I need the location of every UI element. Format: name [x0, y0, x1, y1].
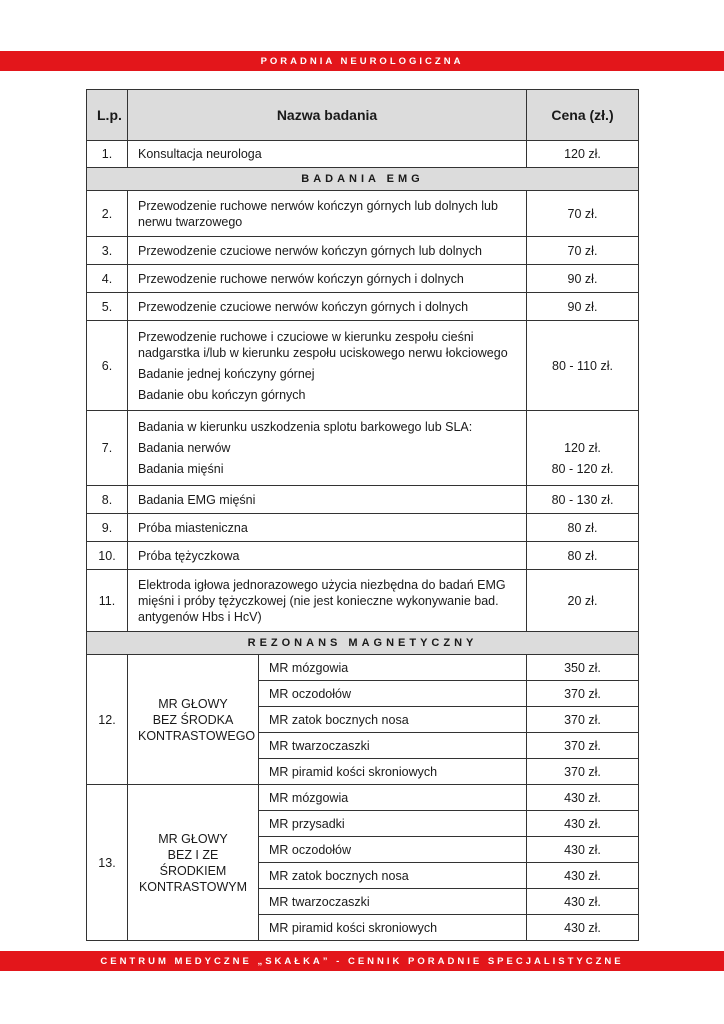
table-row	[87, 265, 639, 293]
row-name-cell	[128, 411, 527, 486]
item-price: 370 zł.	[527, 733, 639, 759]
row-price: 80 zł.	[527, 542, 639, 570]
row-name: Przewodzenie czuciowe nerwów kończyn górnych lub dolnych	[128, 237, 527, 265]
header-title: PORADNIA NEUROLOGICZNA	[260, 55, 464, 67]
group-label-cell	[128, 655, 259, 785]
item-price: 370 zł.	[527, 681, 639, 707]
item-price: 430 zł.	[527, 915, 639, 941]
row-name: Badania EMG mięśni	[128, 486, 527, 514]
row-lp: 5.	[87, 293, 128, 321]
group-label-line: MR GŁOWY	[158, 696, 228, 711]
row-price: 20 zł.	[527, 570, 639, 632]
row-price: 80 - 110 zł.	[527, 321, 639, 411]
row-name: Elektroda igłowa jednorazowego użycia niezbędna do badań EMG mięśni i próby tężyczkowej (nie jest konieczne wykonywanie bad. antygenów Hbs i HcV)	[128, 570, 527, 632]
row-price: 70 zł.	[527, 191, 639, 237]
row-lp: 3.	[87, 237, 128, 265]
section-title-emg: BADANIA EMG	[87, 168, 639, 191]
table-row	[87, 293, 639, 321]
table-row	[87, 486, 639, 514]
item-name: MR piramid kości skroniowych	[259, 759, 527, 785]
item-price: 430 zł.	[527, 811, 639, 837]
row-name: Konsultacja neurologa	[128, 141, 527, 168]
item-price: 430 zł.	[527, 863, 639, 889]
table-row	[87, 237, 639, 265]
footer-band	[0, 951, 724, 971]
col-header-name: Nazwa badania	[128, 90, 527, 141]
row-lp: 6.	[87, 321, 128, 411]
row-name-cell	[128, 321, 527, 411]
group-label-cell	[128, 785, 259, 941]
item-name: MR piramid kości skroniowych	[259, 915, 527, 941]
item-name: MR zatok bocznych nosa	[259, 863, 527, 889]
row-name: Próba tężyczkowa	[128, 542, 527, 570]
price-table	[86, 89, 639, 941]
row-lp: 4.	[87, 265, 128, 293]
item-name: MR mózgowia	[259, 655, 527, 681]
col-header-price: Cena (zł.)	[527, 90, 639, 141]
col-header-lp: L.p.	[87, 90, 128, 141]
row-price: 120 zł.	[564, 441, 601, 455]
table-row	[87, 514, 639, 542]
table-row	[87, 785, 639, 811]
item-price: 430 zł.	[527, 889, 639, 915]
item-name: MR mózgowia	[259, 785, 527, 811]
table-header-row	[87, 90, 639, 141]
section-row-mr	[87, 632, 639, 655]
row-lp: 10.	[87, 542, 128, 570]
row-name: Przewodzenie ruchowe nerwów kończyn górnych i dolnych	[128, 265, 527, 293]
table-row	[87, 191, 639, 237]
row-subitem: Badania nerwów	[138, 441, 231, 455]
row-name: Przewodzenie ruchowe nerwów kończyn górnych lub dolnych lub nerwu twarzowego	[128, 191, 527, 237]
footer-text: CENTRUM MEDYCZNE „SKAŁKA” - CENNIK PORADNIE SPECJALISTYCZNE	[100, 955, 624, 967]
item-name: MR zatok bocznych nosa	[259, 707, 527, 733]
group-lp: 13.	[87, 785, 128, 941]
table-row	[87, 141, 639, 168]
row-lp: 7.	[87, 411, 128, 486]
row-name: Badania w kierunku uszkodzenia splotu barkowego lub SLA:	[138, 420, 473, 434]
group-label-line: BEZ I ZE ŚRODKIEM	[159, 847, 227, 878]
row-price: 80 - 130 zł.	[527, 486, 639, 514]
row-lp: 2.	[87, 191, 128, 237]
row-name: Przewodzenie ruchowe i czuciowe w kierunku zespołu cieśni nadgarstka i/lub w kierunku zespołu uciskowego nerwu łokciowego	[138, 329, 508, 360]
item-price: 430 zł.	[527, 785, 639, 811]
row-price: 90 zł.	[527, 265, 639, 293]
row-price: 80 - 120 zł.	[551, 462, 614, 476]
row-price-cell	[527, 411, 639, 486]
item-name: MR twarzoczaszki	[259, 889, 527, 915]
header-band	[0, 51, 724, 71]
group-lp: 12.	[87, 655, 128, 785]
section-title-mr: REZONANS MAGNETYCZNY	[87, 632, 639, 655]
row-name: Przewodzenie czuciowe nerwów kończyn górnych i dolnych	[128, 293, 527, 321]
item-name: MR przysadki	[259, 811, 527, 837]
table-row	[87, 570, 639, 632]
group-label-line: KONTRASTOWEGO	[138, 728, 256, 743]
item-price: 350 zł.	[527, 655, 639, 681]
group-label-line: MR GŁOWY	[158, 831, 228, 846]
table-row	[87, 321, 639, 411]
table-row	[87, 542, 639, 570]
table-row	[87, 411, 639, 486]
row-lp: 9.	[87, 514, 128, 542]
row-subitem: Badanie jednej kończyny górnej	[138, 366, 315, 381]
item-name: MR twarzoczaszki	[259, 733, 527, 759]
group-label-line: KONTRASTOWYM	[138, 879, 248, 894]
group-label-line: BEZ ŚRODKA	[152, 712, 234, 727]
item-name: MR oczodołów	[259, 681, 527, 707]
item-price: 370 zł.	[527, 759, 639, 785]
row-price: 90 zł.	[527, 293, 639, 321]
item-price: 430 zł.	[527, 837, 639, 863]
section-row-emg	[87, 168, 639, 191]
row-lp: 8.	[87, 486, 128, 514]
row-subitem: Badania mięśni	[138, 462, 224, 476]
row-name: Próba miasteniczna	[128, 514, 527, 542]
row-price: 80 zł.	[527, 514, 639, 542]
row-lp: 11.	[87, 570, 128, 632]
item-price: 370 zł.	[527, 707, 639, 733]
row-lp: 1.	[87, 141, 128, 168]
table-row	[87, 655, 639, 681]
row-subitem: Badanie obu kończyn górnych	[138, 387, 306, 402]
row-price: 120 zł.	[527, 141, 639, 168]
item-name: MR oczodołów	[259, 837, 527, 863]
row-price: 70 zł.	[527, 237, 639, 265]
